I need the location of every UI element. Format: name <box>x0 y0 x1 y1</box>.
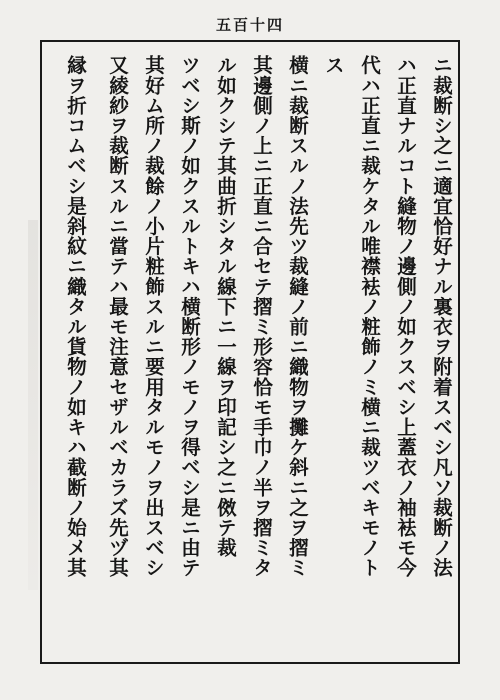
text-column-8: ツベシ斯ノ如クスルトキハ横断形ノモノヲ得ベシ是ニ由テ <box>178 55 201 578</box>
text-column-1: ニ裁断シ之ニ適宜恰好ナル裏衣ヲ附着スベシ凡ソ裁断ノ法 <box>430 55 453 578</box>
text-column-6: 其邊側ノ上ニ正直ニ合セテ摺ミ形容恰モ手巾ノ半ヲ摺ミタ <box>250 55 273 578</box>
text-column-11: 縁ヲ折コムベシ是斜紋ニ織タル貨物ノ如キハ截断ノ始メ其 <box>64 55 87 578</box>
text-column-2: ハ正直ナルコト縫物ノ邊側ノ如クスベシ上蓋衣ノ袖袪モ今 <box>394 55 417 578</box>
text-column-9: 其好ム所ノ裁餘ノ小片粧飾スルニ要用タルモノヲ出スベシ <box>142 55 165 578</box>
page-number: 五百十四 <box>215 16 284 34</box>
show-through <box>28 220 38 590</box>
text-column-7: ル如クシテ其曲折シタル線下ニ一線ヲ印記シ之ニ傚テ裁 <box>214 55 237 558</box>
text-column-3: 代ハ正直ニ裁ケタル唯襟袪ノ粧飾ノミ横ニ裁ツベキモノト <box>358 55 381 578</box>
text-column-4: ス <box>322 55 345 76</box>
text-column-5: 横ニ裁断スルノ法先ツ裁縫ノ前ニ織物ヲ攤ケ斜ニ之ヲ摺ミ <box>286 55 309 578</box>
text-column-10: 又綾紗ヲ裁断スルニ當テハ最モ注意セザルベカラズ先ヅ其 <box>106 55 129 578</box>
